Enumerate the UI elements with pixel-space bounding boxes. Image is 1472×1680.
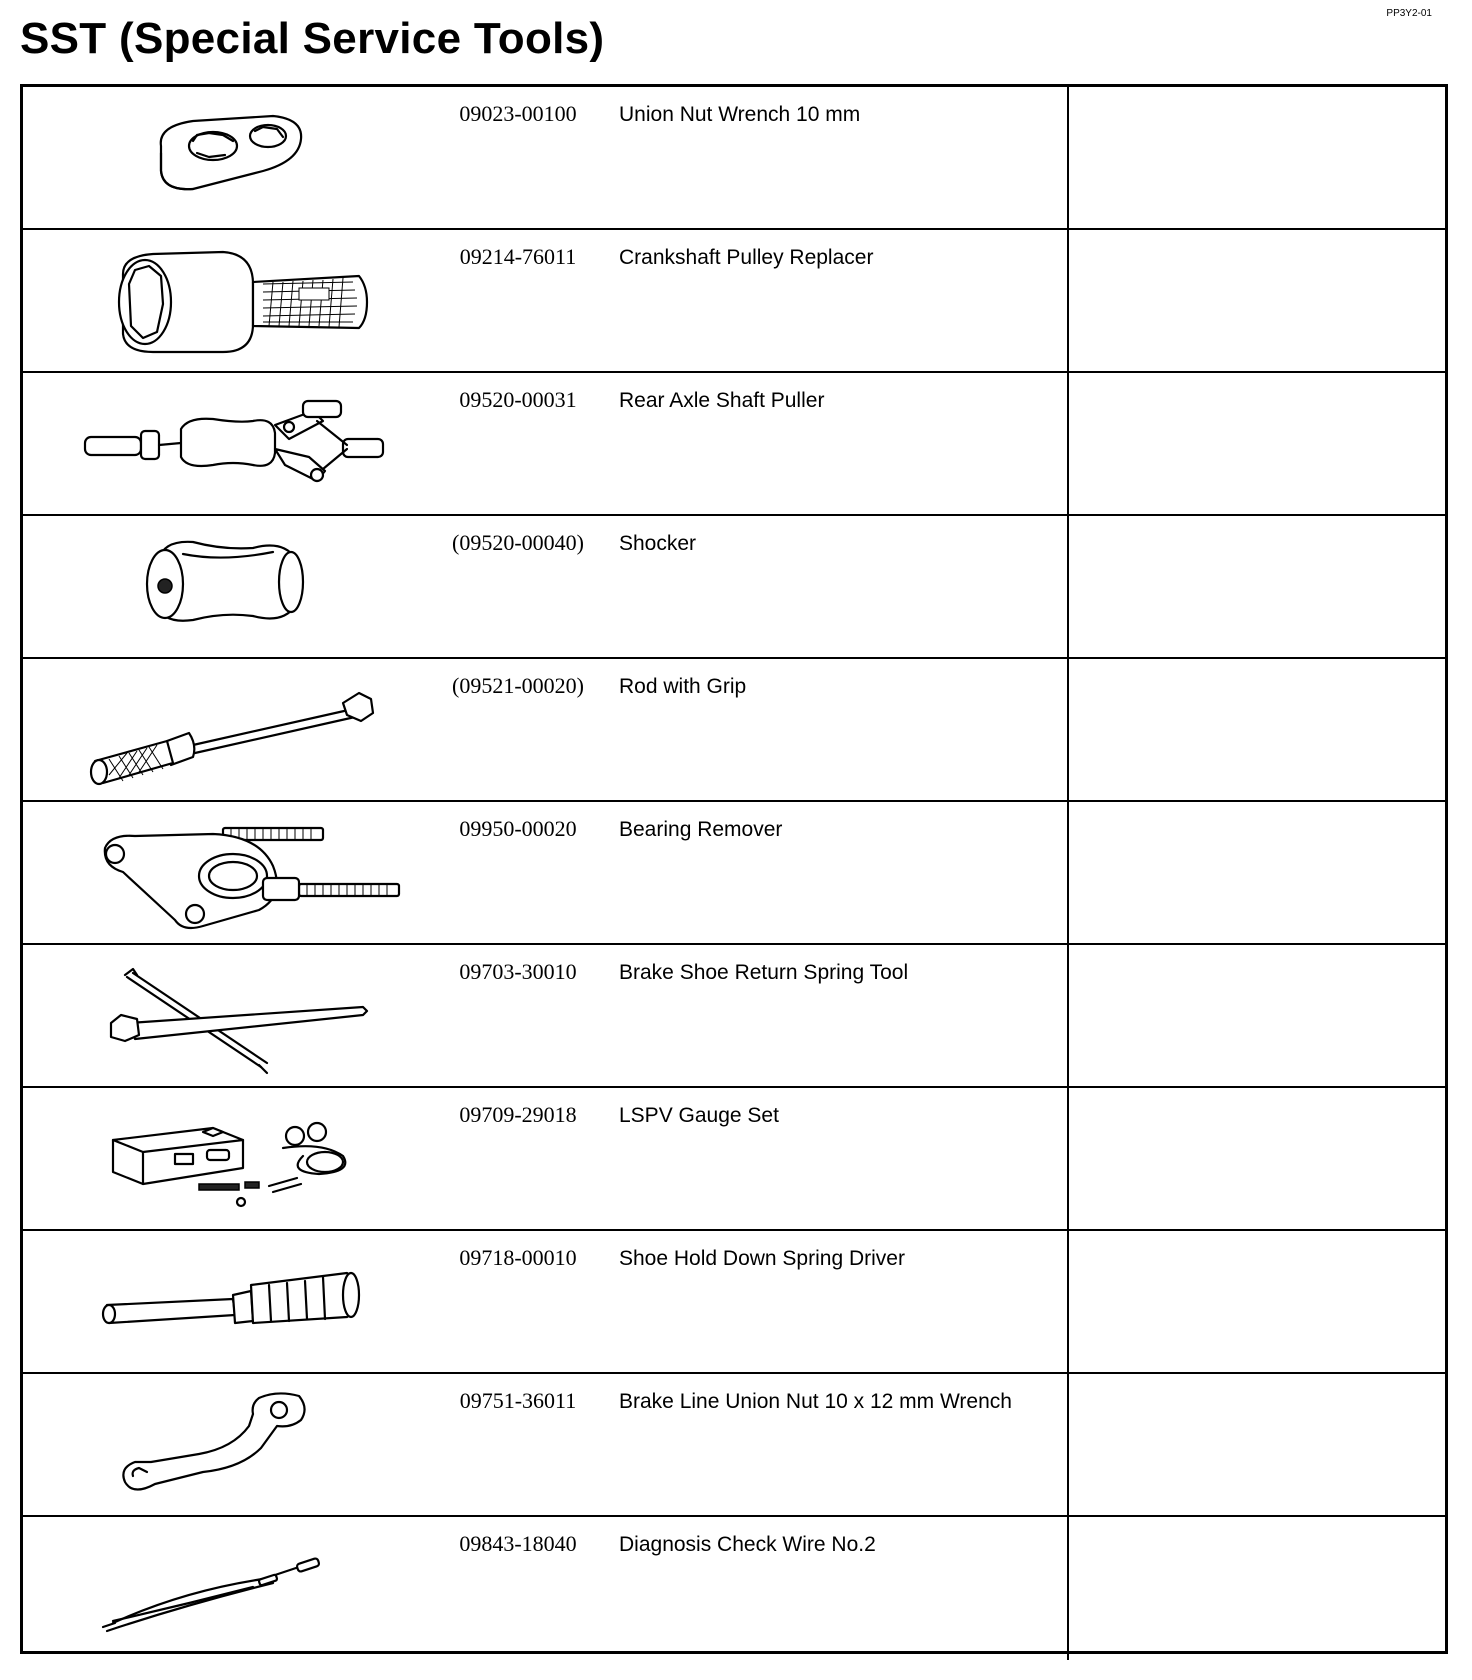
table-row — [23, 945, 1445, 1088]
remarks-cell — [1069, 373, 1445, 514]
table-row — [23, 802, 1445, 945]
diagnosis-check-wire-icon — [63, 1521, 423, 1656]
tool-name: Bearing Remover — [619, 818, 783, 841]
table-row — [23, 659, 1445, 802]
rear-axle-shaft-puller-icon — [63, 377, 423, 512]
part-number: 09950-00020 — [459, 816, 577, 841]
brake-shoe-return-spring-tool-icon — [63, 949, 423, 1084]
part-number: 09703-30010 — [459, 959, 577, 984]
remarks-cell — [1069, 1374, 1445, 1515]
table-row — [23, 1088, 1445, 1231]
remarks-cell — [1069, 87, 1445, 228]
union-nut-wrench-icon — [63, 91, 423, 226]
remarks-cell — [1069, 1088, 1445, 1229]
part-number: 09520-00031 — [459, 387, 577, 412]
page-title: SST (Special Service Tools) — [20, 14, 605, 63]
tool-name: Diagnosis Check Wire No.2 — [619, 1533, 876, 1556]
remarks-cell — [1069, 1517, 1445, 1660]
part-number: 09843-18040 — [459, 1531, 577, 1556]
sst-table — [20, 84, 1448, 1654]
rod-with-grip-icon — [63, 663, 423, 798]
remarks-cell — [1069, 1231, 1445, 1372]
table-row — [23, 1374, 1445, 1517]
remarks-cell — [1069, 230, 1445, 371]
remarks-cell — [1069, 659, 1445, 800]
table-row — [23, 1231, 1445, 1374]
remarks-cell — [1069, 516, 1445, 657]
part-number: (09520-00040) — [452, 530, 584, 555]
tool-name: Shoe Hold Down Spring Driver — [619, 1247, 905, 1270]
bearing-remover-icon — [63, 806, 423, 941]
tool-name: Rod with Grip — [619, 675, 747, 698]
table-row — [23, 516, 1445, 659]
table-row — [23, 230, 1445, 373]
table-row — [23, 373, 1445, 516]
shoe-hold-down-spring-driver-icon — [63, 1235, 423, 1370]
part-number: 09751-36011 — [459, 1388, 577, 1413]
part-number: 09718-00010 — [459, 1245, 577, 1270]
part-number: 09023-00100 — [459, 101, 577, 126]
tool-name: Crankshaft Pulley Replacer — [619, 246, 874, 269]
part-number: 09214-76011 — [459, 244, 577, 269]
document-code: PP3Y2-01 — [1386, 8, 1432, 19]
table-row — [23, 87, 1445, 230]
lspv-gauge-set-icon — [63, 1092, 423, 1227]
table-row — [23, 1517, 1445, 1660]
tool-name: Rear Axle Shaft Puller — [619, 389, 825, 412]
tool-name: Union Nut Wrench 10 mm — [619, 103, 861, 126]
tool-name: Brake Shoe Return Spring Tool — [619, 961, 909, 984]
remarks-cell — [1069, 945, 1445, 1086]
tool-name: Brake Line Union Nut 10 x 12 mm Wrench — [619, 1390, 1012, 1413]
shocker-icon — [63, 520, 423, 655]
brake-line-union-nut-wrench-icon — [63, 1378, 423, 1513]
part-number: (09521-00020) — [452, 673, 584, 698]
remarks-cell — [1069, 802, 1445, 943]
tool-name: Shocker — [619, 532, 697, 555]
crankshaft-pulley-replacer-icon — [63, 234, 423, 369]
tool-name: LSPV Gauge Set — [619, 1104, 779, 1127]
part-number: 09709-29018 — [459, 1102, 577, 1127]
